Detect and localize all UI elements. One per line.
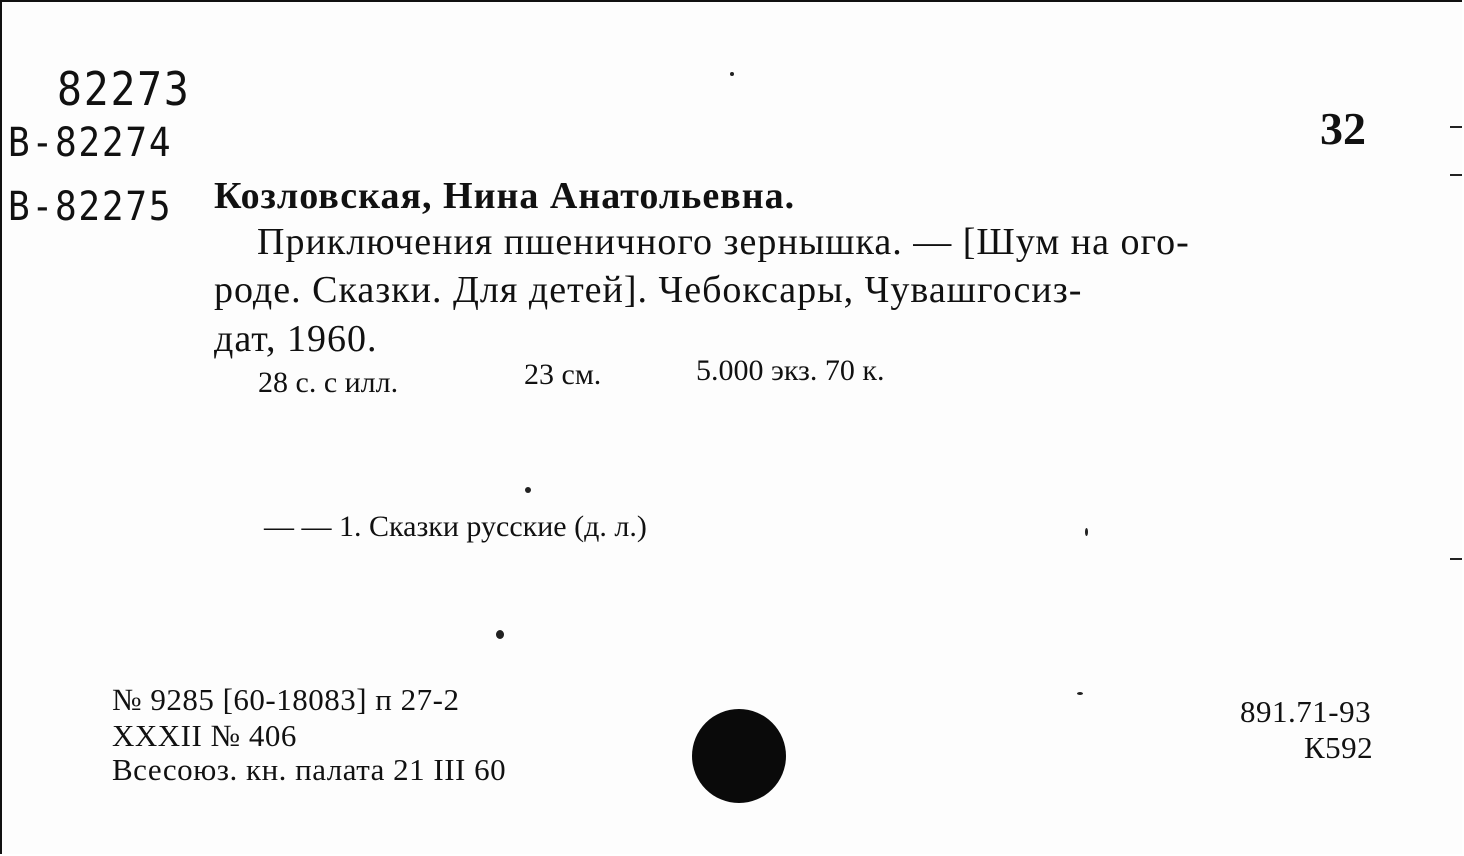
footer-left-line-3: Всесоюз. кн. палата 21 III 60 — [112, 752, 507, 787]
speck — [1085, 528, 1088, 536]
description-line-2: роде. Сказки. Для детей]. Чебоксары, Чувашгосиз- — [214, 269, 1083, 311]
author-heading: Козловская, Нина Анатольевна. — [214, 175, 796, 217]
description-line-1: Приключения пшеничного зернышка. — [Шум на ого- — [257, 221, 1190, 263]
speck — [496, 630, 504, 639]
footer-left-line-1: № 9285 [60-18083] п 27-2 — [112, 682, 460, 717]
edge-mark — [1450, 126, 1462, 128]
description-line-3: дат, 1960. — [214, 318, 378, 360]
classification-code: 891.71-93 — [1240, 694, 1372, 729]
accession-number-2: В-82274 — [8, 120, 173, 166]
pages-info: 28 с. с илл. — [258, 366, 399, 399]
print-run-info: 5.000 экз. 70 к. — [696, 354, 885, 387]
speck — [730, 72, 734, 76]
card-punch-hole — [692, 709, 786, 803]
size-info: 23 см. — [524, 358, 602, 391]
edge-mark — [1450, 174, 1462, 176]
subject-heading: — — 1. Сказки русские (д. л.) — [264, 510, 647, 543]
footer-left-line-2: XXXII № 406 — [112, 718, 297, 753]
accession-number-3: В-82275 — [8, 184, 173, 230]
accession-number-1: 82273 — [57, 62, 191, 116]
index-number: 32 — [1320, 103, 1366, 154]
speck — [525, 487, 531, 493]
author-mark: К592 — [1304, 730, 1374, 765]
speck — [1077, 692, 1083, 695]
edge-mark — [1450, 558, 1462, 560]
